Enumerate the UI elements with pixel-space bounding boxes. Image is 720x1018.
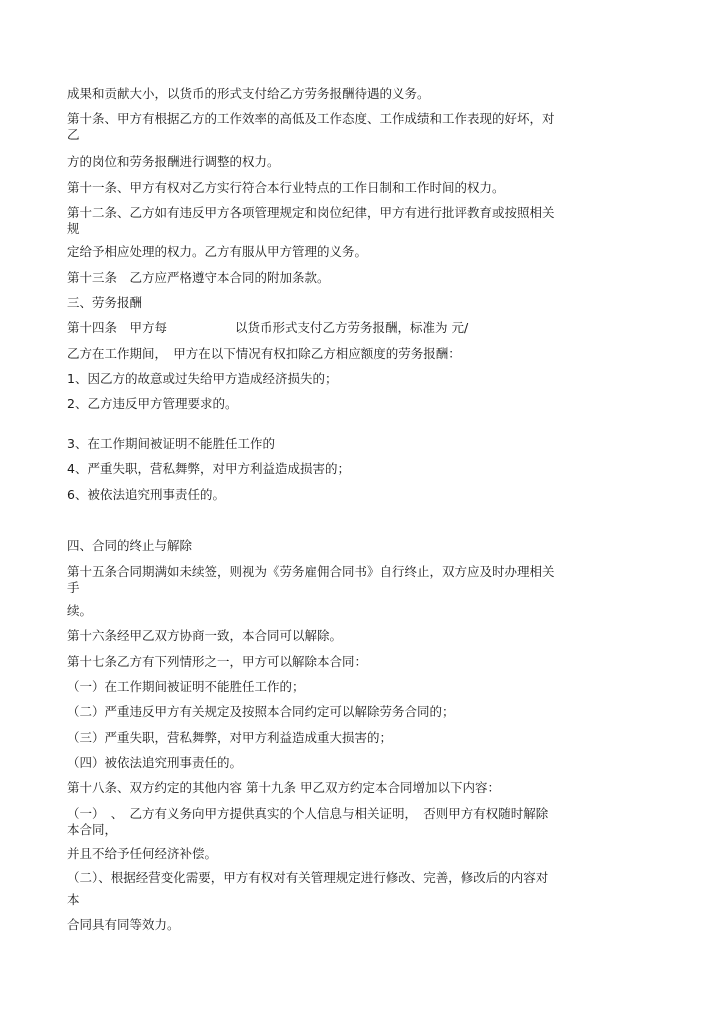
clause-19-item-1-cont: 并且不给予任何经济补偿。 [67, 846, 218, 861]
clause-14-left: 第十四条 甲方每 [67, 320, 168, 335]
deduction-item: 3、在工作期间被证明不能胜任工作的 [67, 436, 275, 451]
section-4-title: 四、合同的终止与解除 [67, 538, 193, 553]
clause-19-item-2-wrap: 本 [67, 892, 80, 907]
clause-17-item: （四）被依法追究刑事责任的。 [67, 755, 243, 770]
deduction-item: 6、被依法追究刑事责任的。 [67, 487, 225, 502]
clause-10: 第十条、甲方有根据乙方的工作效率的高低及工作态度、工作成绩和工作表现的好坏，对 [67, 111, 555, 126]
deduction-item: 1、因乙方的故意或过失给甲方造成经济损失的； [67, 371, 338, 386]
clause-18-19: 第十八条、双方约定的其他内容 第十九条 甲乙双方约定本合同增加以下内容： [67, 780, 500, 795]
clause-17-item: （三）严重失职，营私舞弊，对甲方利益造成重大损害的； [67, 730, 393, 745]
clause-12-wrap: 规 [67, 221, 80, 236]
deduction-intro: 乙方在工作期间， 甲方在以下情况有权扣除乙方相应额度的劳务报酬： [67, 346, 461, 361]
clause-19-item-1: （一） 、 乙方有义务向甲方提供真实的个人信息与相关证明， 否则甲方有权随时解除 [67, 806, 549, 821]
deduction-item: 4、严重失职，营私舞弊，对甲方利益造成损害的； [67, 461, 350, 476]
clause-10-cont: 方的岗位和劳务报酬进行调整的权力。 [67, 154, 280, 169]
clause-15-wrap: 手 [67, 580, 80, 595]
clause-15-cont: 续。 [67, 603, 93, 618]
clause-16: 第十六条经甲乙双方协商一致，本合同可以解除。 [67, 628, 343, 643]
deduction-item: 2、乙方违反甲方管理要求的。 [67, 396, 238, 411]
clause-11: 第十一条、甲方有权对乙方实行符合本行业特点的工作日制和工作时间的权力。 [67, 180, 505, 195]
section-3-title: 三、劳务报酬 [67, 295, 143, 310]
clause-13: 第十三条 乙方应严格遵守本合同的附加条款。 [67, 270, 330, 285]
clause-12: 第十二条、乙方如有违反甲方各项管理规定和岗位纪律，甲方有进行批评教育或按照相关 [67, 205, 555, 220]
clause-15: 第十五条合同期满如未续签，则视为《劳务雇佣合同书》自行终止，双方应及时办理相关 [67, 564, 555, 579]
clause-17: 第十七条乙方有下列情形之一，甲方可以解除本合同： [67, 654, 368, 669]
clause-19-item-2: （二）、根据经营变化需要，甲方有权对有关管理规定进行修改、完善，修改后的内容对 [67, 870, 549, 885]
clause-10-wrap: 乙 [67, 127, 80, 142]
clause-19-item-2-cont: 合同具有同等效力。 [67, 917, 180, 932]
clause-14 [67, 320, 587, 335]
clause-17-item: （二）严重违反甲方有关规定及按照本合同约定可以解除劳务合同的； [67, 704, 455, 719]
paragraph-line: 成果和贡献大小，以货币的形式支付给乙方劳务报酬待遇的义务。 [67, 86, 430, 101]
clause-14-right: 以货币形式支付乙方劳务报酬，标准为 元/ [235, 320, 469, 335]
clause-12-cont: 定给予相应处理的权力。乙方有服从甲方管理的义务。 [67, 244, 368, 259]
clause-17-item: （一）在工作期间被证明不能胜任工作的； [67, 679, 305, 694]
clause-19-item-1-wrap: 本合同， [67, 822, 118, 837]
